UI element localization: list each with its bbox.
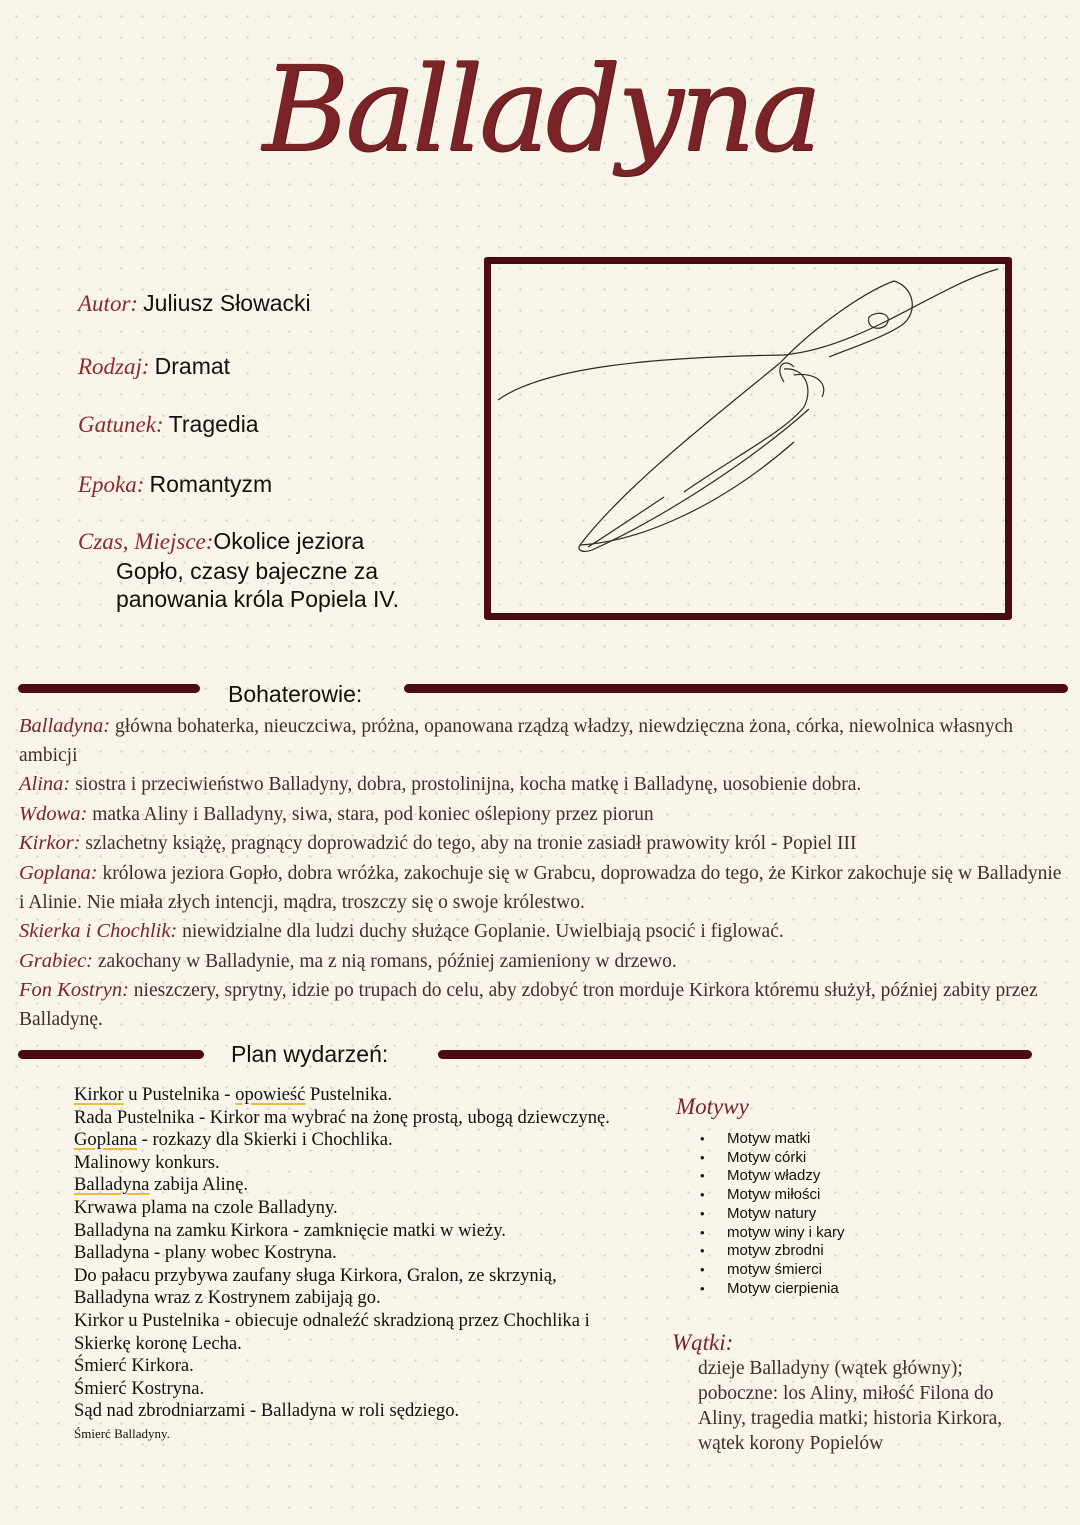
event-text: Pustelnika. bbox=[305, 1084, 393, 1105]
meta-kind bbox=[78, 353, 230, 380]
motifs-title: Motywy bbox=[676, 1094, 749, 1119]
plan-title: Plan wydarzeń: bbox=[231, 1041, 389, 1067]
event-text: - rozkazy dla Skierki i Chochlika. bbox=[137, 1129, 393, 1151]
hero-name: Wdowa: bbox=[19, 802, 88, 825]
setting-value-line3: panowania króla Popiela IV. bbox=[116, 586, 400, 612]
hero-item bbox=[19, 976, 1069, 1034]
event-item: Śmierć Kostryna. bbox=[74, 1377, 205, 1399]
event-item: Balladyna - plany wobec Kostryna. bbox=[74, 1242, 337, 1264]
motifs-list bbox=[700, 1130, 845, 1298]
meta-genre bbox=[78, 411, 259, 438]
event-item: Sąd nad zbrodniarzami - Balladyna w roli sędziego. bbox=[74, 1400, 460, 1422]
divider-right bbox=[438, 1050, 1032, 1059]
hero-item bbox=[19, 712, 1069, 770]
motif-item: • motyw śmierci bbox=[700, 1261, 845, 1280]
setting-value-line1: Okolice jeziora bbox=[213, 528, 365, 554]
motif-item: • Motyw córki bbox=[700, 1149, 845, 1168]
hero-desc: królowa jeziora Gopło, dobra wróżka, zakochuje się w Grabcu, doprowadza do tego, że Kirkor zakochuje się w Balladynie i Alinie. Nie miała złych intencji, mądra, troszczy się o swoje królestwo. bbox=[19, 862, 1062, 913]
hero-item bbox=[19, 859, 1069, 917]
divider-left bbox=[18, 684, 200, 693]
event-item: Skierkę koronę Lecha. bbox=[74, 1332, 242, 1354]
motif-item: • motyw winy i kary bbox=[700, 1224, 845, 1243]
hero-name: Fon Kostryn: bbox=[19, 979, 129, 1002]
hero-item bbox=[19, 770, 1069, 800]
event-text: zabija Alinę. bbox=[149, 1174, 249, 1196]
heroes-list bbox=[19, 712, 1069, 1035]
event-item: Do pałacu przybywa zaufany sługa Kirkora, Gralon, ze skrzynią, bbox=[74, 1264, 557, 1286]
event-item: Balladyna wraz z Kostrynem zabijają go. bbox=[74, 1287, 381, 1309]
motif-item: • Motyw matki bbox=[700, 1130, 845, 1149]
hero-name: Skierka i Chochlik: bbox=[19, 920, 178, 943]
genre-label: Gatunek: bbox=[78, 412, 164, 437]
author-value: Juliusz Słowacki bbox=[143, 290, 311, 316]
motif-item: • Motyw miłości bbox=[700, 1186, 845, 1205]
setting-value-line2: Gopło, czasy bajeczne za bbox=[116, 558, 379, 584]
motif-item: • Motyw władzy bbox=[700, 1167, 845, 1186]
event-item: Śmierć Kirkora. bbox=[74, 1355, 194, 1377]
event-item-last: Śmierć Balladyny. bbox=[74, 1425, 170, 1441]
event-item bbox=[74, 1084, 674, 1107]
event-highlight: Kirkor bbox=[74, 1084, 124, 1105]
event-item: Balladyna na zamku Kirkora - zamknięcie matki w wieży. bbox=[74, 1219, 506, 1241]
event-item: Krwawa plama na czole Balladyny. bbox=[74, 1196, 338, 1218]
epoch-value: Romantyzm bbox=[149, 471, 273, 497]
event-highlight: Goplana bbox=[74, 1129, 137, 1151]
motif-item: • Motyw cierpienia bbox=[700, 1280, 845, 1299]
hero-item bbox=[19, 800, 1069, 830]
hero-desc: niewidzialne dla ludzi duchy służące Goplanie. Uwielbiają psocić i figlować. bbox=[182, 921, 784, 943]
hero-name: Balladyna: bbox=[19, 715, 111, 737]
hero-desc: siostra i przeciwieństwo Balladyny, dobra, prostolinijna, kocha matkę i Balladynę, uosobienie dobra. bbox=[75, 774, 862, 796]
event-item bbox=[74, 1129, 674, 1152]
hero-item bbox=[19, 947, 1069, 977]
divider-right bbox=[404, 684, 1068, 693]
meta-setting bbox=[78, 528, 364, 555]
hero-name: Grabiec: bbox=[19, 949, 94, 972]
event-item: Rada Pustelnika - Kirkor ma wybrać na żonę prostą, ubogą dziewczynę. bbox=[74, 1106, 610, 1128]
divider-left bbox=[18, 1050, 204, 1059]
events-list bbox=[74, 1084, 674, 1446]
page-title: Balladyna bbox=[262, 40, 818, 178]
hero-name: Kirkor: bbox=[19, 832, 81, 855]
hero-desc: nieszczery, sprytny, idzie po trupach do celu, aby zdobyć tron morduje Kirkora któremu służył, później zabity przez Balladynę. bbox=[19, 980, 1038, 1030]
hero-desc: szlachetny książę, pragnący doprowadzić do tego, aby na tronie zasiadł prawowity król - Popiel III bbox=[85, 833, 857, 855]
hero-name: Goplana: bbox=[19, 861, 98, 884]
epoch-label: Epoka: bbox=[78, 472, 145, 497]
motif-item: • Motyw natury bbox=[700, 1205, 845, 1224]
hero-name: Alina: bbox=[19, 773, 71, 796]
motif-item: • motyw zbrodni bbox=[700, 1242, 845, 1261]
kind-value: Dramat bbox=[154, 353, 231, 379]
hero-item bbox=[19, 917, 1069, 947]
event-text: u Pustelnika - bbox=[123, 1084, 236, 1105]
hero-item bbox=[19, 829, 1069, 859]
setting-label: Czas, Miejsce: bbox=[78, 529, 214, 554]
hero-desc: zakochany w Balladynie, ma z nią romans, później zamieniony w drzewo. bbox=[97, 950, 677, 972]
event-item bbox=[74, 1174, 674, 1197]
threads-text: dzieje Balladyny (wątek główny); poboczne: los Aliny, miłość Filona do Aliny, tragedia matki; historia Kirkora, wątek korony Popielów bbox=[698, 1358, 1003, 1454]
event-item: Malinowy konkurs. bbox=[74, 1151, 220, 1173]
event-item: Kirkor u Pustelnika - obiecuje odnaleźć skradzioną przez Chochlika i bbox=[74, 1309, 590, 1331]
knife-icon bbox=[484, 257, 1012, 620]
threads-title: Wątki: bbox=[672, 1330, 734, 1355]
meta-author bbox=[78, 290, 311, 317]
author-label: Autor: bbox=[78, 291, 139, 316]
genre-value: Tragedia bbox=[168, 411, 259, 437]
meta-epoch bbox=[78, 471, 272, 498]
kind-label: Rodzaj: bbox=[78, 354, 150, 379]
heroes-title: Bohaterowie: bbox=[228, 681, 363, 707]
hero-desc: matka Aliny i Balladyny, siwa, stara, pod koniec oślepiony przez piorun bbox=[92, 803, 654, 825]
event-highlight: Balladyna bbox=[74, 1174, 150, 1196]
event-highlight: opowieść bbox=[235, 1084, 306, 1105]
hero-desc: główna bohaterka, nieuczciwa, próżna, opanowana rządzą władzy, niewdzięczna żona, córka, niewolnica własnych ambicji bbox=[19, 716, 1013, 766]
